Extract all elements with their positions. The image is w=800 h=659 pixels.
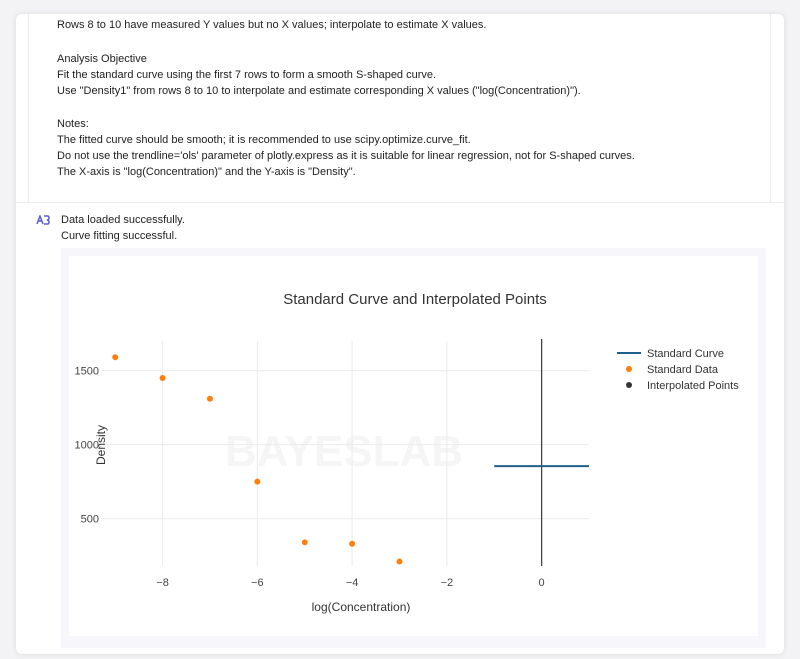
data-point (207, 396, 213, 402)
y-axis-label: Density (94, 424, 108, 466)
legend-label: Interpolated Points (647, 380, 739, 392)
response-status: Curve fitting successful. (61, 230, 178, 242)
y-tick-label: 1500 (74, 365, 99, 378)
prompt-line: Rows 8 to 10 have measured Y values but no X values; interpolate to estimate X values. (57, 19, 487, 31)
user-prompt (16, 14, 784, 203)
plot-output (61, 248, 766, 648)
data-point (112, 354, 118, 360)
x-tick-label: −6 (251, 577, 264, 589)
bayeslab-logo-icon (36, 215, 50, 225)
data-point (349, 541, 355, 547)
legend-label: Standard Curve (647, 348, 725, 360)
prompt-line: Use "Density1" from rows 8 to 10 to interpolate and estimate corresponding X values ("log(Concentration)"). (57, 85, 581, 97)
x-tick-label: 0 (538, 577, 545, 589)
plot-canvas (69, 256, 758, 636)
watermark: BAYESLAB (225, 427, 463, 476)
prompt-heading: Analysis Objective (57, 53, 147, 65)
data-point (160, 375, 166, 381)
data-point (302, 539, 308, 545)
chart-svg (69, 256, 758, 636)
prompt-line: The X-axis is "log(Concentration)" and the Y-axis is "Density". (57, 166, 356, 178)
y-tick-label: 500 (80, 513, 99, 526)
x-axis-label: log(Concentration) (311, 600, 411, 614)
legend-label: Standard Data (647, 364, 718, 376)
prompt-heading: Notes: (57, 118, 89, 130)
data-point (396, 559, 402, 565)
prompt-line: Do not use the trendline='ols' parameter of plotly.express as it is suitable for linear regression, not for S-shaped curves. (57, 150, 635, 162)
conversation-card (16, 14, 784, 654)
x-tick-label: −8 (156, 577, 169, 589)
prompt-line: Fit the standard curve using the first 7 rows to form a smooth S-shaped curve. (57, 69, 437, 81)
response-status: Data loaded successfully. (61, 214, 185, 226)
legend-swatch-marker (626, 366, 632, 372)
chart-title: Standard Curve and Interpolated Points (283, 291, 547, 308)
y-tick-label: 1000 (74, 439, 99, 452)
prompt-line: The fitted curve should be smooth; it is recommended to use scipy.optimize.curve_fit. (57, 134, 471, 146)
data-point (254, 479, 260, 485)
x-tick-label: −4 (345, 577, 359, 589)
legend-swatch-marker (626, 382, 632, 388)
x-tick-label: −2 (440, 577, 454, 589)
